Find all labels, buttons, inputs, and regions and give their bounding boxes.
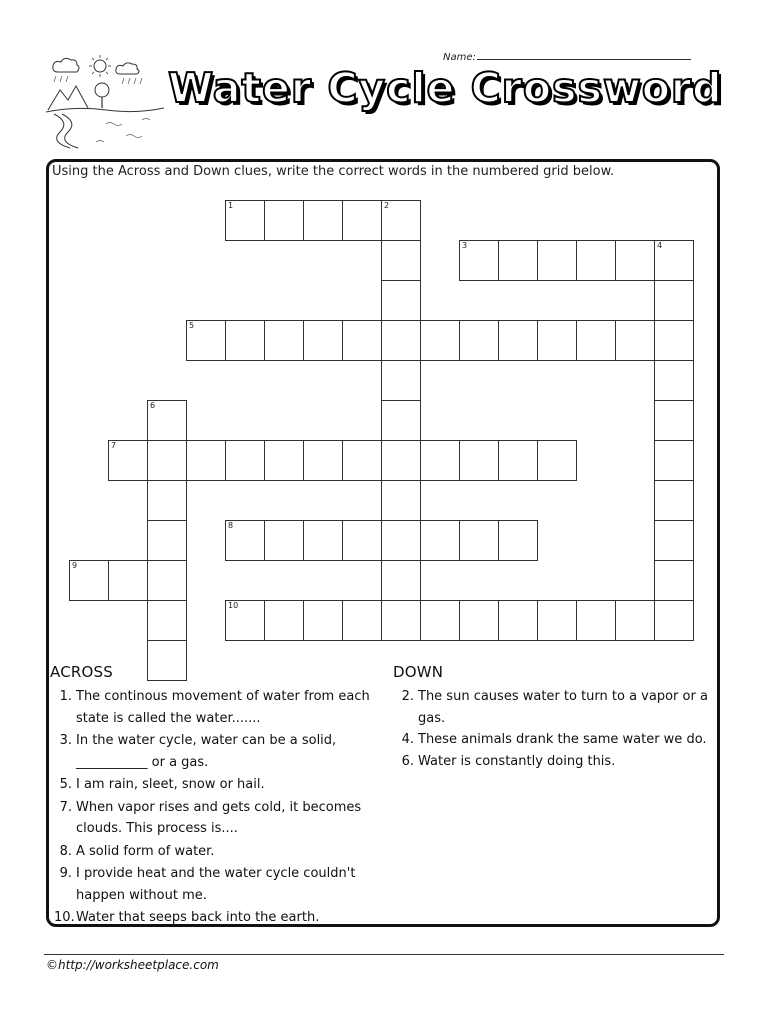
grid-cell[interactable] [537,600,577,641]
grid-cell[interactable] [420,520,460,561]
grid-cell[interactable] [381,520,421,561]
grid-cell[interactable] [381,480,421,521]
grid-cell[interactable] [381,440,421,481]
grid-cell[interactable] [303,520,343,561]
page-title: Water Cycle Crossword [168,64,723,112]
grid-cell[interactable] [654,280,694,321]
grid-cell[interactable] [420,600,460,641]
grid-cell[interactable] [186,320,226,361]
down-clue [396,729,726,751]
grid-cell[interactable] [381,280,421,321]
grid-cell[interactable] [459,520,499,561]
across-clue [54,686,384,729]
clue-text: When vapor rises and gets cold, it becomes clouds. This process is.... [76,799,362,836]
down-heading: DOWN [393,663,444,681]
clue-text: Water that seeps back into the earth. [76,910,320,925]
grid-cell[interactable] [654,320,694,361]
clue-text: The continous movement of water from each state is called the water....... [76,689,370,726]
grid-cell[interactable] [615,320,655,361]
grid-cell[interactable] [186,440,226,481]
grid-cell[interactable] [303,600,343,641]
footer-divider [44,954,724,955]
grid-cell[interactable] [225,320,265,361]
grid-cell[interactable] [342,200,382,241]
grid-cell[interactable] [264,320,304,361]
grid-cell[interactable] [147,440,187,481]
grid-cell[interactable] [225,200,265,241]
grid-cell[interactable] [498,600,538,641]
across-clue [54,907,384,929]
grid-cell[interactable] [69,560,109,601]
clue-number-label: 10 [228,601,239,610]
grid-cell[interactable] [498,320,538,361]
grid-cell[interactable] [264,440,304,481]
grid-cell[interactable] [420,320,460,361]
grid-cell[interactable] [576,240,616,281]
grid-cell[interactable] [459,240,499,281]
grid-cell[interactable] [108,440,148,481]
clue-number: 8. [59,843,72,859]
clue-text: I provide heat and the water cycle couldn't happen without me. [76,866,356,903]
grid-cell[interactable] [654,480,694,521]
grid-cell[interactable] [147,480,187,521]
clue-text: A solid form of water. [76,843,215,859]
grid-cell[interactable] [498,520,538,561]
grid-cell[interactable] [225,440,265,481]
grid-cell[interactable] [342,600,382,641]
across-clue [54,774,384,796]
across-clue [54,797,384,840]
clue-number: 4. [401,732,414,747]
grid-cell[interactable] [459,440,499,481]
grid-cell[interactable] [303,200,343,241]
clue-number-label: 2 [384,201,390,210]
grid-cell[interactable] [147,600,187,641]
grid-cell[interactable] [654,600,694,641]
grid-cell[interactable] [615,240,655,281]
grid-cell[interactable] [381,240,421,281]
grid-cell[interactable] [303,320,343,361]
grid-cell[interactable] [147,560,187,601]
grid-cell[interactable] [537,240,577,281]
grid-cell[interactable] [537,320,577,361]
grid-cell[interactable] [108,560,148,601]
grid-cell[interactable] [264,200,304,241]
clue-number: 5. [59,777,72,792]
across-clue [54,863,384,906]
clue-number-label: 6 [150,401,156,410]
down-clue [396,686,726,729]
grid-cell[interactable] [147,640,187,681]
grid-cell[interactable] [576,320,616,361]
grid-cell[interactable] [264,600,304,641]
grid-cell[interactable] [420,440,460,481]
grid-cell[interactable] [264,520,304,561]
grid-cell[interactable] [654,360,694,401]
grid-cell[interactable] [498,440,538,481]
grid-cell[interactable] [537,440,577,481]
clue-number-label: 1 [228,201,234,210]
clue-text: These animals drank the same water we do. [418,732,707,747]
clue-number: 9. [59,866,72,881]
grid-cell[interactable] [147,520,187,561]
clue-number-label: 8 [228,521,234,530]
grid-cell[interactable] [342,440,382,481]
clue-number: 3. [59,733,72,748]
clue-number: 2. [401,689,414,704]
clue-text: I am rain, sleet, snow or hail. [76,777,265,792]
grid-cell[interactable] [381,360,421,401]
clue-number-label: 7 [111,441,117,450]
grid-cell[interactable] [342,320,382,361]
grid-cell[interactable] [654,560,694,601]
grid-cell[interactable] [654,400,694,441]
clue-number: 10. [54,910,75,925]
grid-cell[interactable] [654,240,694,281]
clue-number-label: 4 [657,241,663,250]
grid-cell[interactable] [498,240,538,281]
footer-credit: ©http://worksheetplace.com [46,958,219,972]
across-heading: ACROSS [50,663,113,681]
grid-cell[interactable] [342,520,382,561]
clue-number-label: 3 [462,241,468,250]
down-clue [396,751,726,773]
clue-text: In the water cycle, water can be a solid, ___________ or a gas. [76,733,337,770]
grid-cell[interactable] [381,560,421,601]
instructions-text: Using the Across and Down clues, write the correct words in the numbered grid below. [52,164,615,179]
grid-cell[interactable] [459,320,499,361]
clue-text: The sun causes water to turn to a vapor or a gas. [418,689,708,726]
down-clue-list [396,686,726,772]
clue-number: 1. [59,689,72,704]
across-clue-list [54,686,384,930]
clue-text: Water is constantly doing this. [418,753,616,769]
grid-cell[interactable] [225,600,265,641]
clue-number-label: 5 [189,321,195,330]
grid-cell[interactable] [381,600,421,641]
across-clue [54,730,384,773]
grid-cell[interactable] [615,600,655,641]
grid-cell[interactable] [381,400,421,441]
grid-cell[interactable] [147,400,187,441]
clue-number: 7. [59,799,72,815]
grid-cell[interactable] [303,440,343,481]
grid-cell[interactable] [459,600,499,641]
clue-number-label: 9 [72,561,78,570]
grid-cell[interactable] [576,600,616,641]
grid-cell[interactable] [654,520,694,561]
grid-cell[interactable] [654,440,694,481]
grid-cell[interactable] [381,200,421,241]
grid-cell[interactable] [381,320,421,361]
name-label: Name: [443,52,476,63]
across-clue [54,841,384,863]
grid-cell[interactable] [225,520,265,561]
clue-number: 6. [401,753,414,769]
